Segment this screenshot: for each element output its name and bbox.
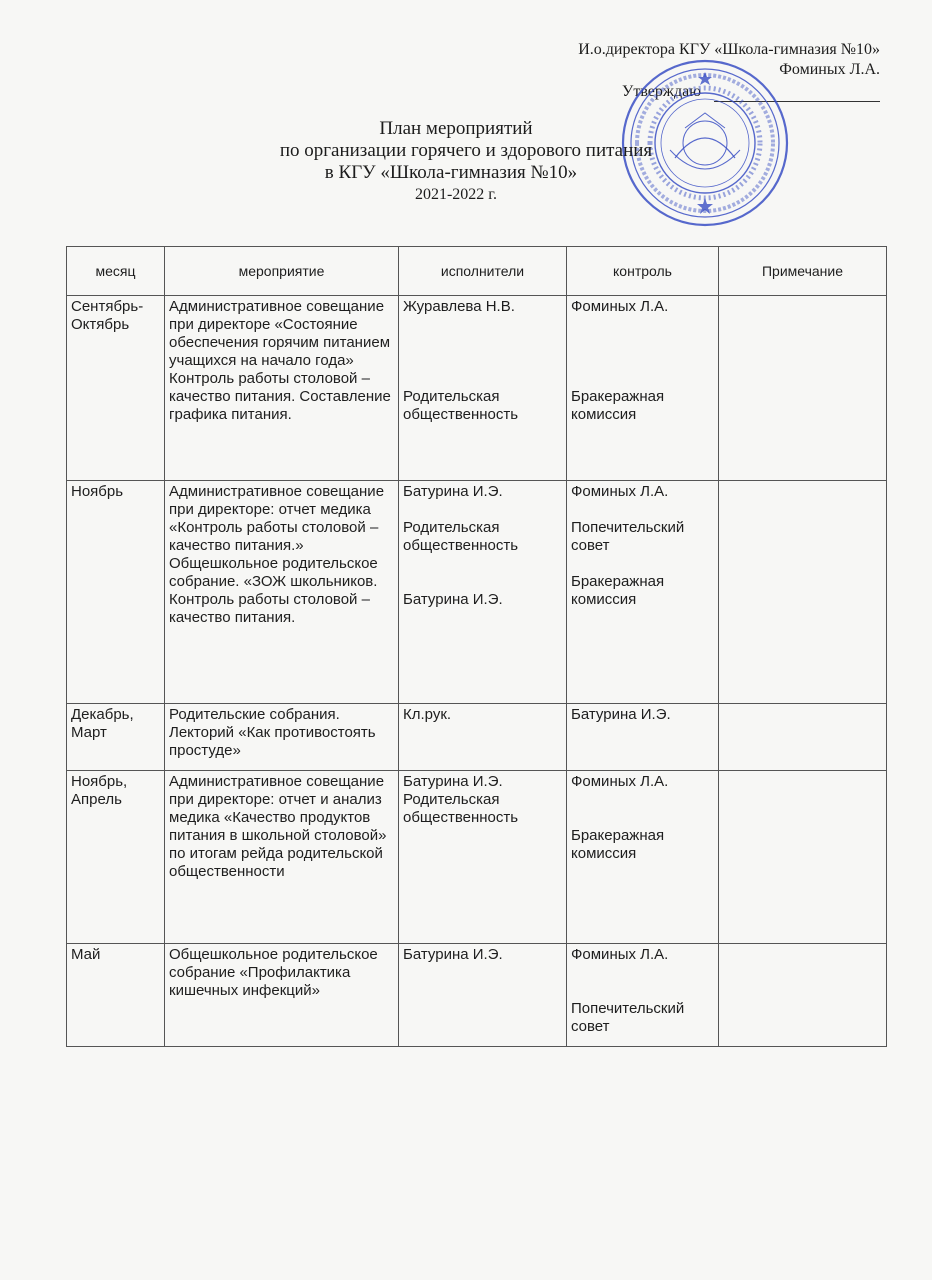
table-row (67, 771, 887, 944)
cell-control (567, 944, 719, 1047)
cell-control (567, 481, 719, 704)
controller: Фоминых Л.А. (571, 773, 669, 790)
cell-note (719, 771, 887, 944)
title-year: 2021-2022 г. (414, 186, 498, 203)
cell-executors (399, 704, 567, 771)
controller: Бракеражная комиссия (571, 388, 665, 423)
cell-control (567, 704, 719, 771)
cell-month: Ноябрь (67, 481, 165, 704)
controller: Попечительский совет (571, 519, 685, 554)
cell-month: Декабрь, Март (67, 704, 165, 771)
controller: Попечительский совет (571, 1000, 685, 1035)
controller: Фоминых Л.А. (571, 946, 669, 963)
cell-event: Административное совещание при директоре «Состояние обеспечения горячим питанием учащихся на начало года» Контроль работы столовой – качество питания. Составление графика питания. (165, 296, 399, 481)
approve-label: Утверждаю (622, 83, 702, 100)
cell-executors (399, 944, 567, 1047)
table-row (67, 704, 887, 771)
executor: Батурина И.Э. (403, 483, 503, 500)
director-position: И.о.директора КГУ «Школа-гимназия №10» (578, 41, 880, 58)
column-header-month: месяц (67, 247, 165, 296)
cell-month: Ноябрь, Апрель (67, 771, 165, 944)
cell-control (567, 296, 719, 481)
cell-event: Административное совещание при директоре: отчет медика «Контроль работы столовой – качество питания.» Общешкольное родительское собрание. «ЗОЖ школьников. Контроль работы столовой – качество питания. (165, 481, 399, 704)
title-line-3: в КГУ «Школа-гимназия №10» (324, 162, 578, 183)
table-row (67, 296, 887, 481)
cell-note (719, 296, 887, 481)
executor: Батурина И.Э. (403, 946, 503, 963)
cell-note (719, 481, 887, 704)
cell-month: Май (67, 944, 165, 1047)
executor: Журавлева Н.В. (403, 298, 515, 315)
cell-note (719, 944, 887, 1047)
cell-event: Общешкольное родительское собрание «Профилактика кишечных инфекций» (165, 944, 399, 1047)
cell-month: Сентябрь-Октябрь (67, 296, 165, 481)
title-line-2: по организации горячего и здорового питания (279, 140, 653, 161)
table-row (67, 944, 887, 1047)
cell-event: Родительские собрания. Лекторий «Как противостоять простуде» (165, 704, 399, 771)
cell-executors (399, 771, 567, 944)
controller: Бракеражная комиссия (571, 827, 665, 862)
executor: Батурина И.Э. Родительская общественность (403, 773, 519, 826)
executor: Батурина И.Э. (403, 591, 503, 608)
executor: Родительская общественность (403, 519, 519, 554)
column-header-event: мероприятие (165, 247, 399, 296)
director-name: Фоминых Л.А. (779, 61, 880, 78)
document-title (0, 118, 932, 206)
cell-executors (399, 296, 567, 481)
events-table (66, 246, 887, 1047)
executor: Родительская общественность (403, 388, 519, 423)
cell-event: Административное совещание при директоре: отчет и анализ медика «Качество продуктов питания в школьной столовой» по итогам рейда родительской общественности (165, 771, 399, 944)
column-header-control: контроль (567, 247, 719, 296)
controller: Батурина И.Э. (571, 706, 671, 723)
cell-control (567, 771, 719, 944)
executor: Кл.рук. (403, 706, 452, 723)
controller: Бракеражная комиссия (571, 573, 665, 608)
column-header-executors: исполнители (399, 247, 567, 296)
table-header-row (67, 247, 887, 296)
table-row (67, 481, 887, 704)
controller: Фоминых Л.А. (571, 298, 669, 315)
column-header-note: Примечание (719, 247, 887, 296)
title-line-1: План мероприятий (379, 118, 533, 139)
cell-executors (399, 481, 567, 704)
controller: Фоминых Л.А. (571, 483, 669, 500)
cell-note (719, 704, 887, 771)
